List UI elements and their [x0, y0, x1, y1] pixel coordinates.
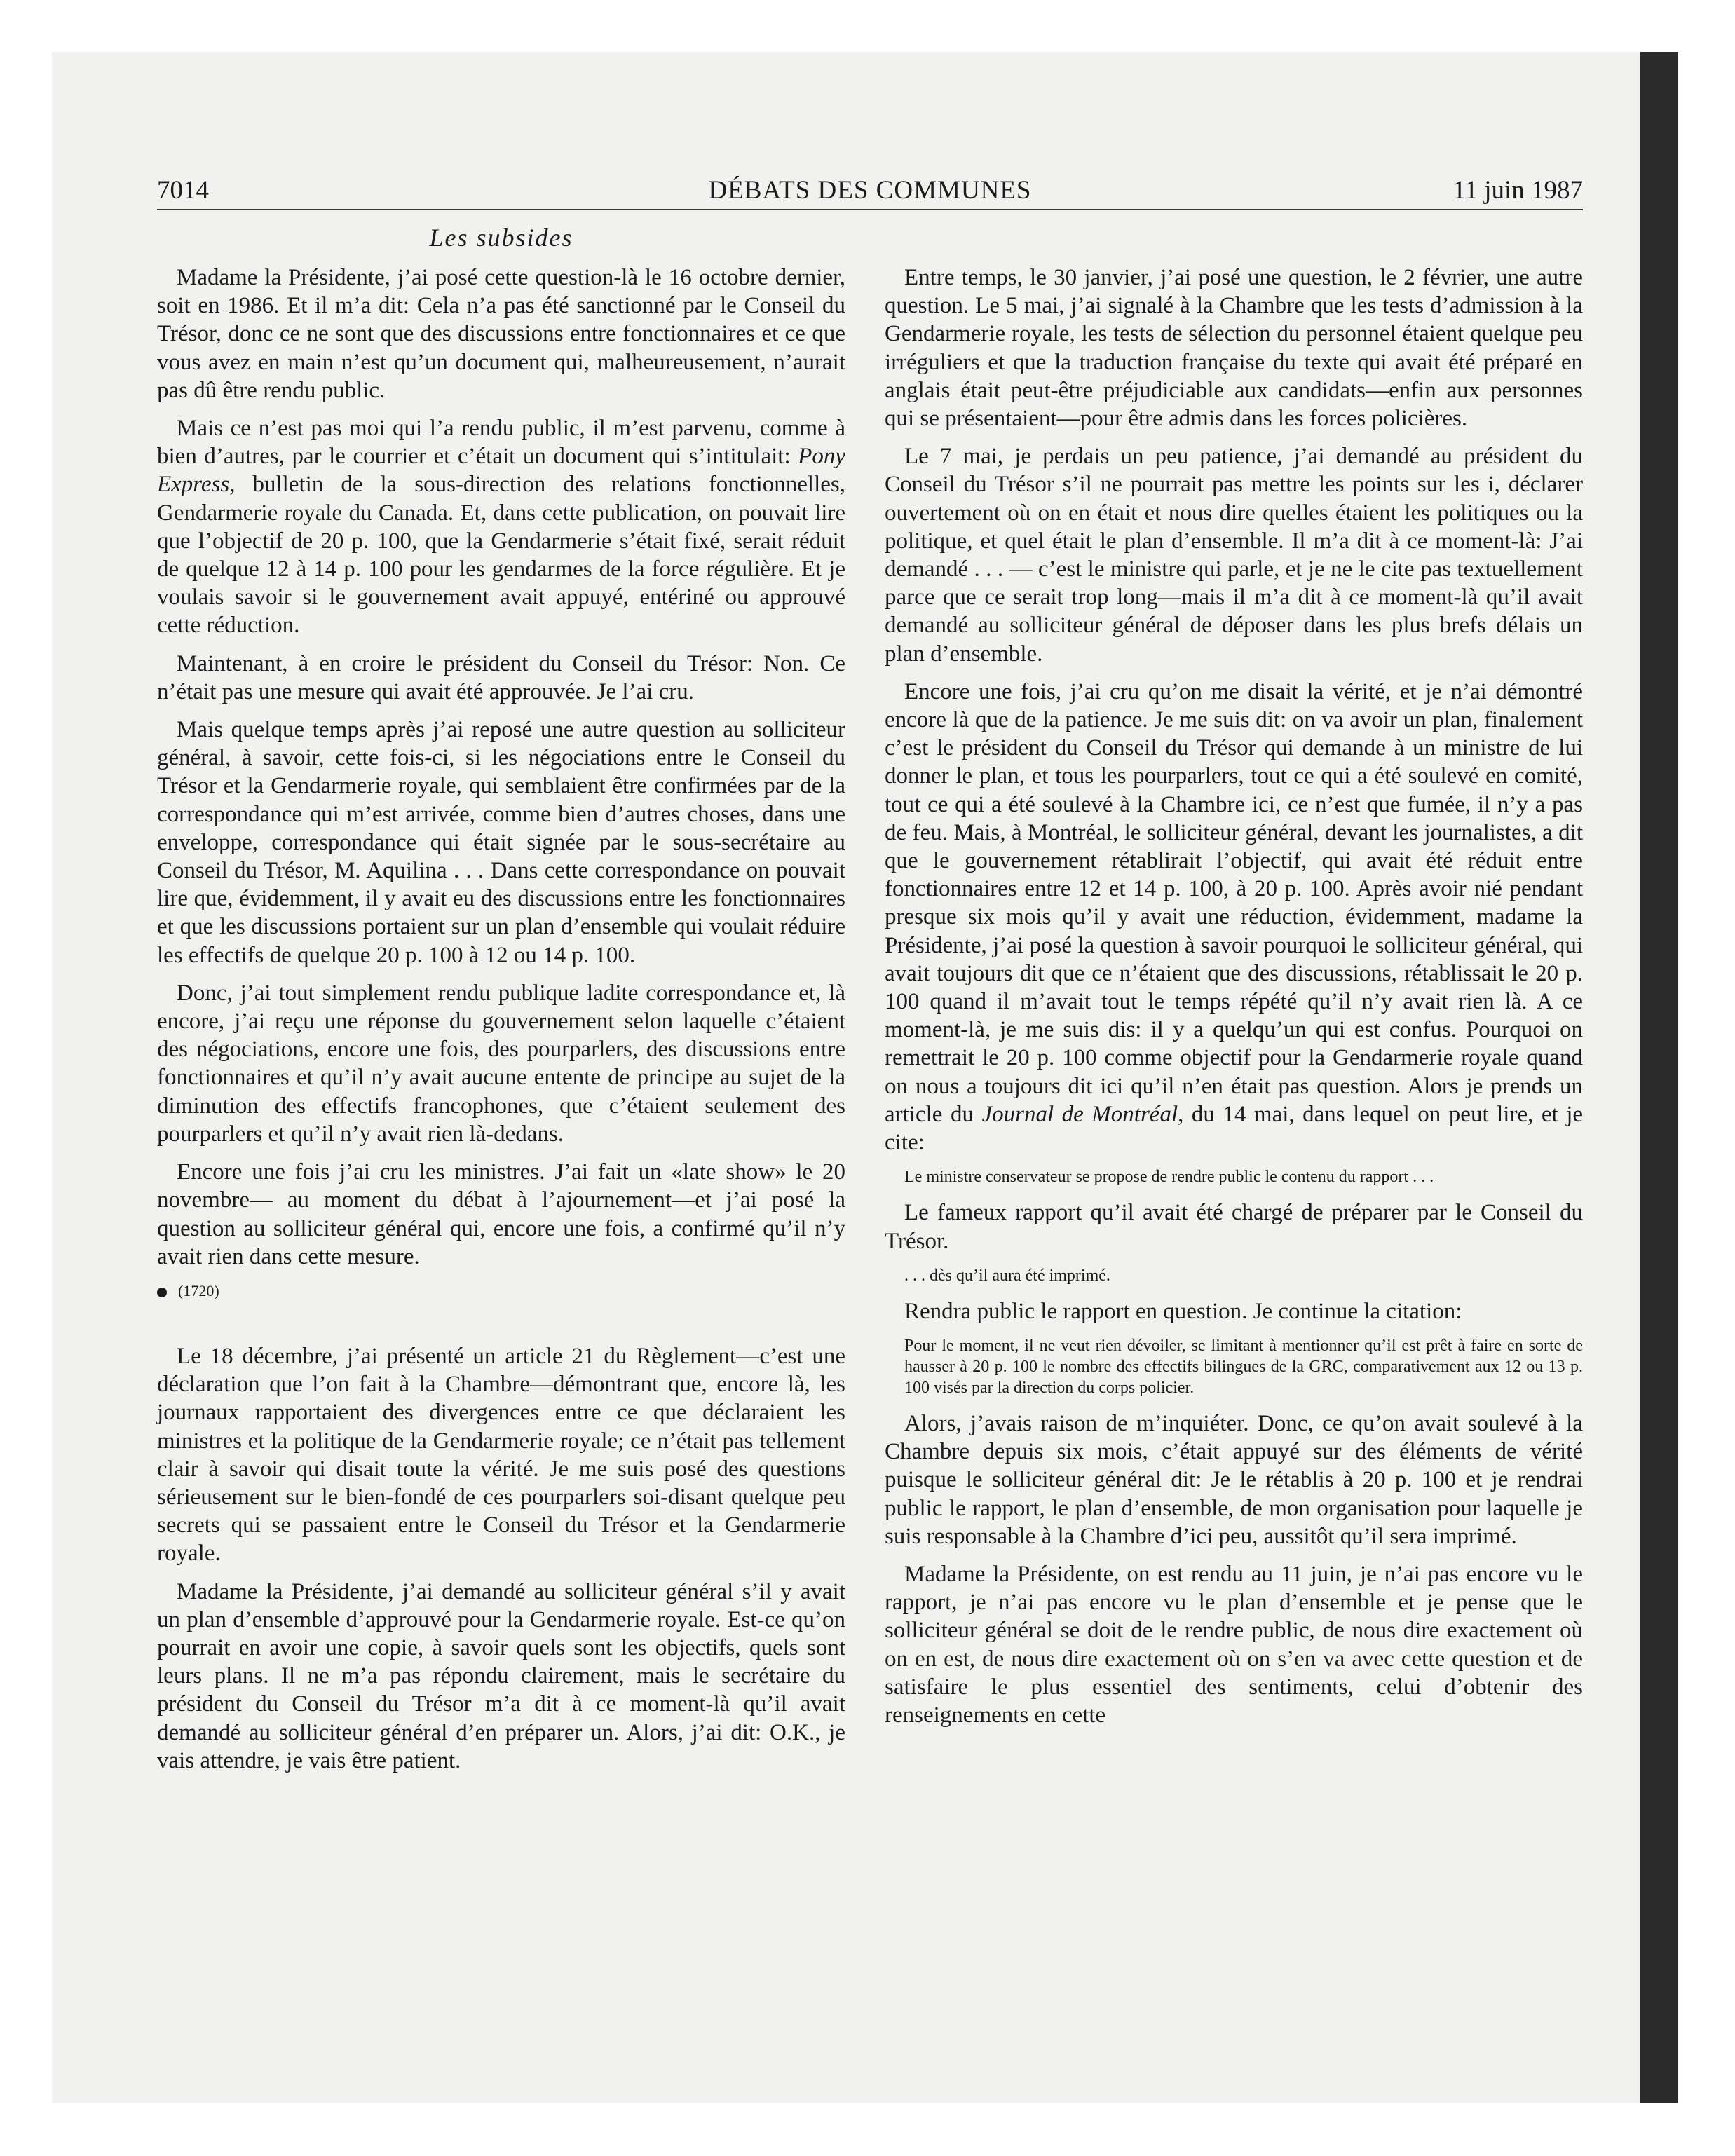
paragraph: Rendra public le rapport en question. Je continue la citation:: [904, 1298, 1462, 1324]
publication-name: Pony Express: [157, 444, 845, 498]
paragraph: Le 18 décembre, j’ai présenté un article 21 du Règlement—c’est une déclaration que l’on fait à la Chambre—démontrant que, encore là, les journaux rapportaient des divergences entre ce que déclaraient les ministres et la politique de la Gendarmerie royale; ce n’était pas tellement clair à savoir qui disait toute la vérité. Je me suis posé des questions sérieusement sur le bien-fondé de ces pourparlers soi-disant quelque peu secrets qui se passaient entre le Conseil du Trésor et la Gendarmerie royale.: [157, 1343, 845, 1567]
paragraph: Madame la Présidente, on est rendu au 11 juin, je n’ai pas encore vu le rapport, je n’ai pas encore vu le plan d’ensemble et je pense que le solliciteur général se doit de le rendre public, de nous dire exactement où on en est, de nous dire exactement où on s’en va avec cette question et de satisfaire le plus essentiel des sentiments, celui d’obtenir des renseignements en cette: [885, 1561, 1583, 1728]
paragraph: Madame la Présidente, j’ai posé cette question-là le 16 octobre dernier, soit en 1986. Et il m’a dit: Cela n’a pas été sanctionné par le Conseil du Trésor, donc ce ne sont que des discussions entre fonctionnaires et ce que vous avez en main n’est qu’un document qui, malheureusement, n’aurait pas dû être rendu public.: [157, 265, 845, 403]
paragraph: Alors, j’avais raison de m’inquiéter. Donc, ce qu’on avait soulevé à la Chambre depuis six mois, c’était appuyé sur des éléments de vérité puisque le solliciteur général dit: Je le rétablis à 20 p. 100 et je rendrai public le rapport, le plan d’ensemble, de mon organisation pour laquelle je suis responsable à la Chambre d’ici peu, aussitôt qu’il sera imprimé.: [885, 1410, 1583, 1549]
running-header: [157, 171, 1583, 210]
left-column: [157, 264, 845, 1785]
paragraph: Maintenant, à en croire le président du Conseil du Trésor: Non. Ce n’était pas une mesure qui avait été approuvée. Je l’ai cru.: [157, 650, 845, 704]
paragraph: Mais quelque temps après j’ai reposé une autre question au solliciteur général, à savoir, cette fois-ci, si les négociations entre le Conseil du Trésor et la Gendarmerie royale, qui semblaient être confirmées par de la correspondance qui m’est arrivée, comme bien d’autres choses, dans une enveloppe, correspondance qui était signée par le sous-secrétaire au Conseil du Trésor, M. Aquilina . . . Dans cette correspondance on pouvait lire que, évidemment, il y avait eu des discussions entre les fonctionnaires et que les discussions portaient sur un plan d’ensemble qui voulait réduire les effectifs de quelque 20 p. 100 à 12 ou 14 p. 100.: [157, 717, 845, 968]
publication-title: DÉBATS DES COMMUNES: [708, 176, 1032, 205]
block-quote: . . . dès qu’il aura été imprimé.: [904, 1266, 1110, 1285]
time-marker-label: (1720): [178, 1281, 219, 1299]
issue-date: 11 juin 1987: [1452, 176, 1583, 205]
paragraph: Madame la Présidente, j’ai demandé au solliciteur général s’il y avait un plan d’ensemble d’approuvé pour la Gendarmerie royale. Est-ce qu’on pourrait en avoir une copie, à savoir quels sont les objectifs, quels sont leurs plans. Il ne m’a pas répondu clairement, mais le secrétaire du président du Conseil du Trésor m’a dit à ce moment-là qu’il avait demandé au solliciteur général d’en préparer un. Alors, j’ai dit: O.K., je vais attendre, je vais être patient.: [157, 1578, 845, 1773]
bullet-icon: [157, 1288, 167, 1297]
paragraph: Le 7 mai, je perdais un peu patience, j’ai demandé au président du Conseil du Trésor s’il ne pourrait pas mettre les points sur les i, déclarer ouvertement où on en était et nous dire quelles étaient les politiques ou la politique, et quel était le plan d’ensemble. Il m’a dit à ce moment-là: J’ai demandé . . . — c’est le ministre qui parle, et je ne le cite pas textuellement parce que ce serait trop long—mais il m’a dit à ce moment-là qu’il avait demandé au solliciteur général de déposer dans les plus brefs délais un plan d’ensemble.: [885, 444, 1583, 667]
paragraph: Encore une fois j’ai cru les ministres. J’ai fait un «late show» le 20 novembre— au moment du débat à l’ajournement—et j’ai posé la question au solliciteur général qui, encore une fois, a confirmé qu’il n’y avait rien dans cette mesure.: [157, 1159, 845, 1269]
paragraph: Mais ce n’est pas moi qui l’a rendu public, il m’est parvenu, comme à bien d’autres, par le courrier et c’était un document qui s’intitulait: Pony Express, bulletin de la sous-direction des relations fonctionnelles, Gendarmerie royale du Canada. Et, dans cette publication, on pouvait lire que l’objectif de 20 p. 100, que la Gendarmerie s’était fixé, serait réduit de quelque 12 à 14 p. 100 pour les gendarmes de la force régulière. Et je voulais savoir si le gouvernement avait appuyé, entériné ou approuvé cette réduction.: [157, 416, 845, 639]
newspaper-name: Journal de Montréal: [981, 1101, 1178, 1127]
right-column: [885, 264, 1583, 1739]
block-quote: Pour le moment, il ne veut rien dévoiler, se limitant à mentionner qu’il est prêt à faire en sorte de hausser à 20 p. 100 le nombre des effectifs bilingues de la GRC, comparativement aux 12 ou 13 p. 100 visés par la direction du corps policier.: [904, 1336, 1583, 1397]
header-rule: [157, 209, 1583, 210]
time-marker: [157, 1281, 845, 1302]
paragraph: Donc, j’ai tout simplement rendu publique ladite correspondance et, là encore, j’ai reçu une réponse du gouvernement selon laquelle c’étaient des négociations, encore une fois, des pourparlers, des discussions entre fonctionnaires et qu’il n’y avait aucune entente de principe au sujet de la diminution des effectifs francophones, que c’étaient seulement des pourparlers et qu’il n’y avait rien là-dedans.: [157, 980, 845, 1147]
paragraph: Encore une fois, j’ai cru qu’on me disait la vérité, et je n’ai démontré encore là que de la patience. Je me suis dit: on va avoir un plan, finalement c’est le président du Conseil du Trésor qui demande à un ministre de lui donner le plan, et tous les pourparlers, tout ce qui a été soulevé en comité, tout ce qui a été soulevé à la Chambre ici, ce n’est que fumée, il n’y a pas de feu. Mais, à Montréal, le solliciteur général, devant les journalistes, a dit que le gouvernement rétablirait l’objectif, qui avait été réduit entre fonctionnaires entre 12 et 14 p. 100, à 20 p. 100. Après avoir nié pendant presque six mois qu’il y avait une réduction, évidemment, madame la Présidente, j’ai posé la question à savoir pourquoi le solliciteur général, qui avait toujours dit que ce n’étaient que des discussions, rétablissait le 20 p. 100 quand il m’avait tout le temps répété qu’il n’y avait rien là. A ce moment-là, je me suis dis: il y a quelqu’un qui est confus. Pourquoi on remettrait le 20 p. 100 comme objectif pour la Gendarmerie royale quand on nous a toujours dit ici qu’il n’en était pas question. Alors je prends un article du Journal de Montréal, du 14 mai, dans lequel on peut lire, et je cite:: [885, 678, 1584, 1156]
page-number: 7014: [157, 176, 209, 205]
scan-edge-shadow: [1640, 52, 1678, 2103]
section-title: Les subsides: [429, 224, 573, 252]
paragraph: Entre temps, le 30 janvier, j’ai posé une question, le 2 février, une autre question. Le 5 mai, j’ai signalé à la Chambre que les tests d’admission à la Gendarmerie royale, les tests de sélection du personnel étaient quelque peu irréguliers et que la traduction française du texte qui avait été préparé en anglais était peut-être préjudiciable aux candidats—enfin aux personnes qui se présentaient—pour être admis dans les forces policières.: [885, 265, 1583, 432]
paragraph: Le fameux rapport qu’il avait été chargé de préparer par le Conseil du Trésor.: [885, 1200, 1583, 1254]
block-quote: Le ministre conservateur se propose de rendre public le contenu du rapport . . .: [904, 1168, 1434, 1187]
